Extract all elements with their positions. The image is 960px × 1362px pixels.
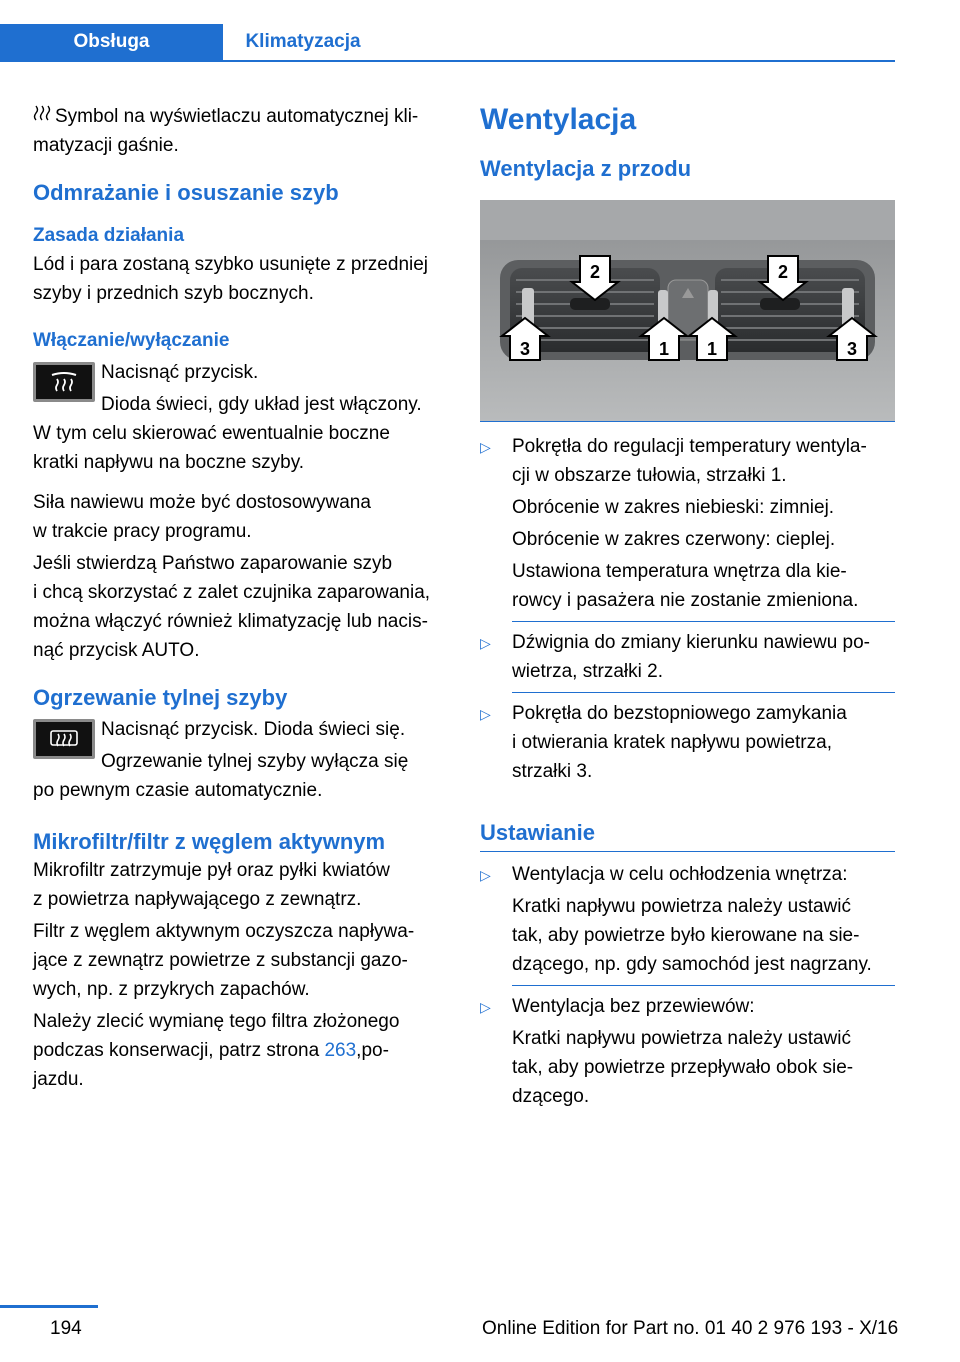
triangle-icon: ▷ (480, 867, 491, 883)
rear-defrost-button-icon (33, 719, 95, 759)
heading-front-ventilation: Wentylacja z przodu (480, 156, 692, 181)
list-item: ▷ Dźwignia do zmiany kierunku nawiewu po- wietrza, strzałki 2. (480, 628, 895, 686)
heading-defrost: Odmrażanie i osuszanie szyb (33, 180, 339, 205)
heading-onoff: Włączanie/wyłączanie (33, 330, 230, 351)
heading-rear-heating: Ogrzewanie tylnej szyby (33, 685, 288, 710)
heading-ventilation: Wentylacja (480, 103, 637, 136)
footer-edition: Online Edition for Part no. 01 40 2 976 193 - X/16 (482, 1318, 899, 1339)
list-item: ▷ Wentylacja bez przewiewów: Kratki napływu powietrza należy ustawić tak, aby powietrze przepływało obok sie- dzącego. (480, 992, 895, 1111)
vent-label: 1 (706, 339, 718, 359)
vent-label: 2 (777, 262, 789, 282)
list-item: ▷ Pokrętła do regulacji temperatury wentyla- cji w obszarze tułowia, strzałki 1. Obrócenie w zakres niebieski: zimniej. Obrócenie w zakres czerwony: cieplej. Ustawiona temperatura wnętrza dla kie- rowcy i pasażera nie zostanie zmieniona. (480, 432, 895, 615)
vent-label: 3 (846, 339, 858, 359)
airflow-icon (33, 102, 55, 131)
footer-divider (0, 1305, 98, 1308)
right-column (480, 100, 900, 183)
page-number: 194 (50, 1318, 82, 1339)
triangle-icon: ▷ (480, 439, 491, 455)
vent-label: 1 (658, 339, 670, 359)
front-defrost-button-icon (33, 362, 95, 402)
vent-label: 3 (519, 339, 531, 359)
triangle-icon: ▷ (480, 706, 491, 722)
triangle-icon: ▷ (480, 635, 491, 651)
heading-setting: Ustawianie (480, 820, 595, 845)
vent-label: 2 (589, 262, 601, 282)
list-item: ▷ Pokrętła do bezstopniowego zamykania i otwierania kratek napływu powietrza, strzałki 3. (480, 699, 895, 786)
tab-klimatyzacja[interactable]: Klimatyzacja (245, 31, 361, 52)
front-vents-image (480, 200, 895, 421)
left-column: Symbol na wyświetlaczu automatycznej kli- matyzacji gaśnie. Odmrażanie i osuszanie szyb Zasada działania Lód i para zostaną szybko usunięte z przedniej szyby i przednich szyb bocznych. Włączanie/wyłączanie Nacisnąć przycisk. Dioda świeci, gdy układ jest włączony. W tym celu skierować ewentualnie boczne kratki napływu na boczne szyby. Siła nawiewu może być dostosowywana w trakcie pracy programu. Jeśli stwierdzą Państwo zaparowanie szyb i chcą skorzystać z zalet czujnika zaparowania, można włączyć również klimatyzację lub nacis- nąć przycisk AUTO. Ogrzewanie tylnej szyby Nacisnąć przycisk. Dioda świeci się. Ogrzewanie tylnej szyby wyłącza się po pewnym czasie automatycznie. Mikrofiltr/filtr z węglem aktywnym Mikrofiltr zatrzymuje pył oraz pyłki kwiatów z powietrza napływającego z zewnątrz. Filtr z węglem aktywnym oczyszcza napływa- jące z zewnątrz powietrze z substancji gazo- wych, np. z przykrych zapachów. Należy zlecić wymianę tego filtra złożonego podczas konserwacji, patrz strona 263,po- jazdu. (33, 102, 453, 1094)
list-item: ▷ Wentylacja w celu ochłodzenia wnętrza: Kratki napływu powietrza należy ustawić tak, aby powietrze było kierowane na sie- dzącego, np. gdy samochód jest nagrzany. (480, 860, 895, 979)
heading-filter: Mikrofiltr/filtr z węglem aktywnym (33, 829, 386, 854)
page-link-263[interactable]: 263 (324, 1040, 357, 1061)
adjustment-list (480, 421, 895, 1111)
tab-obsluga[interactable]: Obsługa (0, 24, 223, 60)
symbol-note: Symbol na wyświetlaczu automatycznej kli- (33, 102, 453, 131)
header-divider (0, 60, 895, 62)
triangle-icon: ▷ (480, 999, 491, 1015)
heading-principle: Zasada działania (33, 225, 185, 246)
